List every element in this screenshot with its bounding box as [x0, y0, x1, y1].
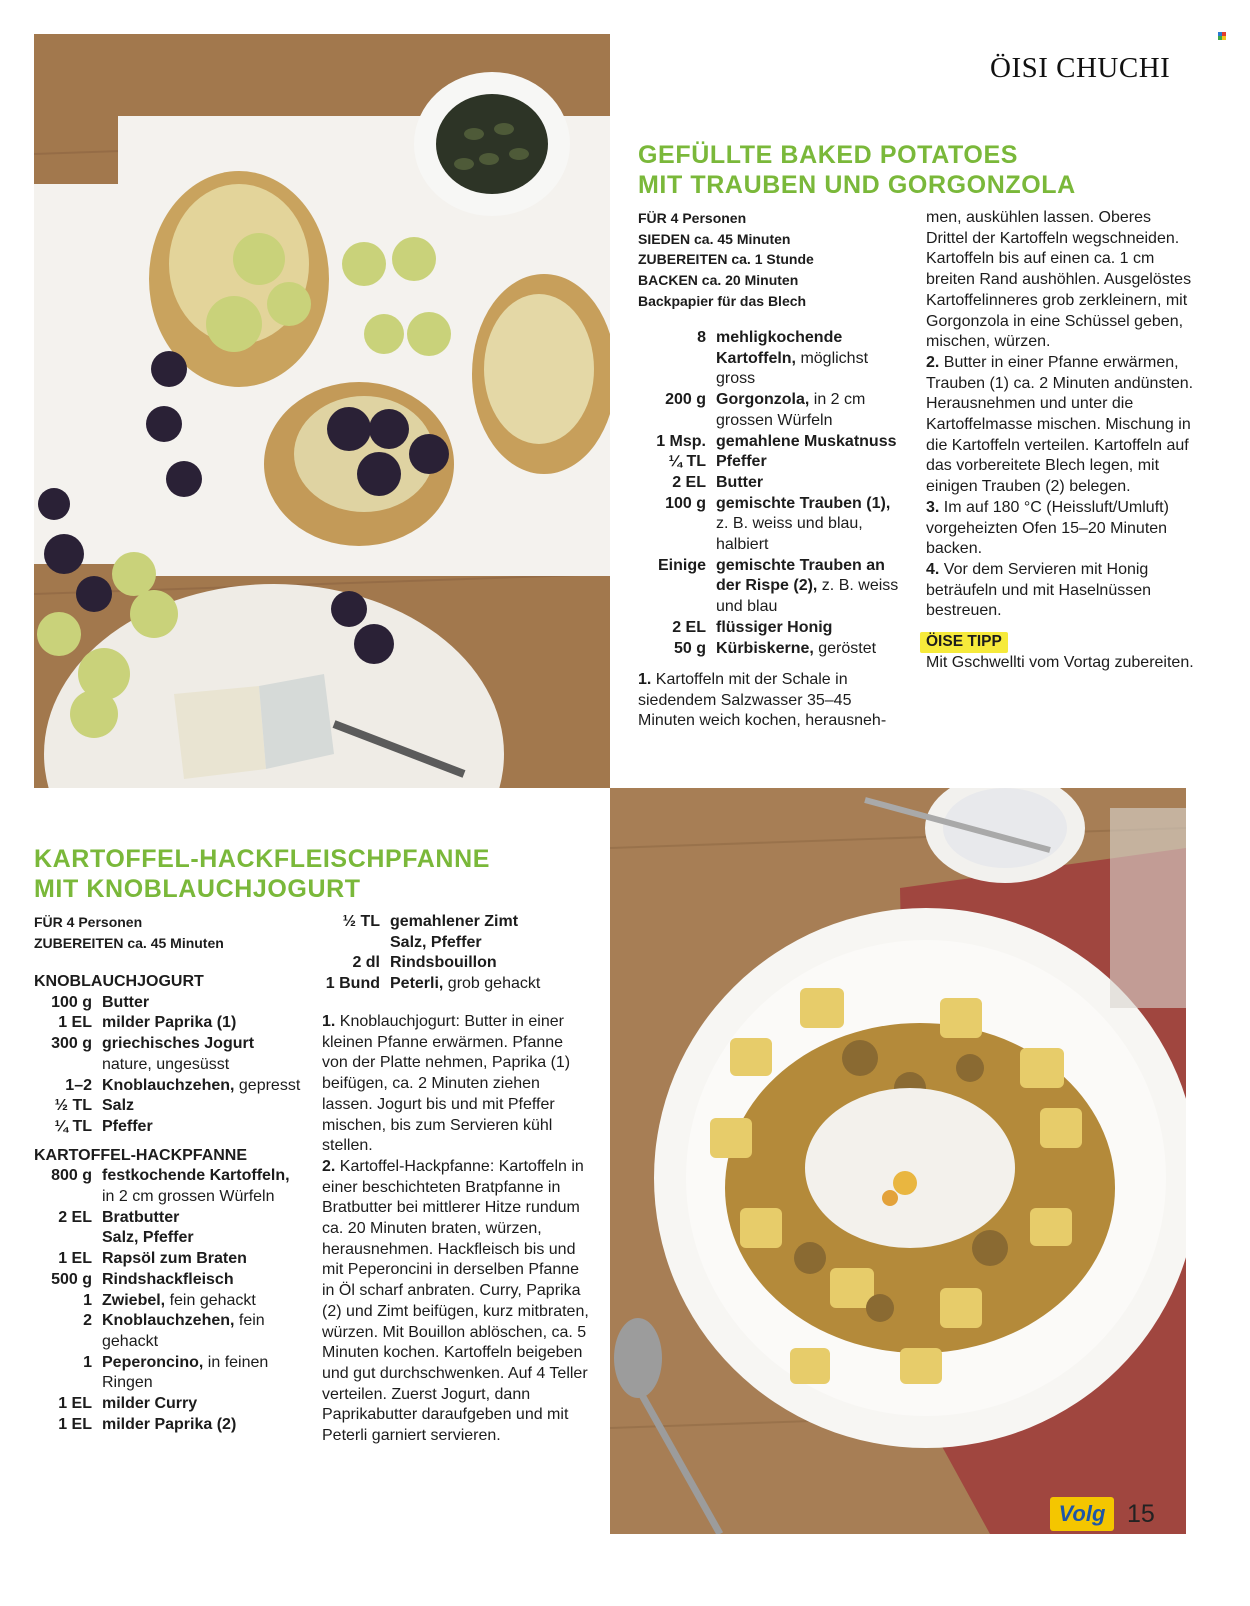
recipe2-title	[34, 844, 594, 904]
ingredient-text	[102, 1208, 304, 1229]
ingredient-name: festkochende Kartoffeln,	[102, 1167, 290, 1185]
ingredient-text: Knoblauchzehen, fein gehackt	[102, 1312, 265, 1350]
ingredient-text: mehligkochende Kartoffeln, möglichst gross	[716, 329, 869, 388]
ingredient-name: Bratbutter	[102, 1208, 180, 1226]
step-text: Kartoffeln mit der Schale in siedendem Salzwasser 35–45 Minuten weich kochen, herausneh-	[638, 671, 887, 730]
recipe1-meta	[638, 208, 908, 312]
ingredient-name: Pfeffer	[102, 1117, 153, 1135]
recipe1-ingredients	[638, 328, 906, 659]
recipe2-title-line1: KARTOFFEL-HACKFLEISCHPFANNE	[34, 845, 491, 873]
recipe1-steps-col1	[638, 670, 898, 732]
ingredient-row	[34, 1228, 304, 1249]
ingredient-name: Salz	[102, 1097, 135, 1115]
ingredient-quantity: 1 EL	[58, 1014, 92, 1032]
ingredient-text: gemischte Trauben an der Rispe (2), z. B. weiss und blau	[716, 556, 899, 616]
ingredient-quantity	[34, 1228, 102, 1249]
ingredient-text	[716, 452, 906, 473]
ingredient-row	[34, 1076, 304, 1097]
ingredient-quantity: 2 EL	[672, 618, 706, 636]
ingredient-text	[102, 1415, 304, 1436]
hackfleischpfanne-illustration	[610, 788, 1186, 1534]
ingredient-quantity: 500 g	[51, 1270, 92, 1288]
meta-line: ZUBEREITEN ca. 45 Minuten	[34, 934, 224, 951]
ingredient-name: Rindsbouillon	[390, 954, 497, 972]
ingredient-name: gemischte Trauben an der Rispe (2),	[716, 556, 885, 595]
recipe2-meta	[34, 912, 304, 953]
meta-line: FÜR 4 Personen	[34, 914, 143, 930]
ingredient-row	[34, 993, 304, 1014]
ingredient-name: milder Curry	[102, 1395, 198, 1413]
ingredient-quantity: 1–2	[65, 1076, 92, 1094]
ingredient-quantity: 2 EL	[58, 1208, 92, 1226]
ingredient-quantity: 8	[697, 329, 706, 346]
step-text: Im auf 180 °C (Heissluft/Umluft) vorgeheizten Ofen 15–20 Minuten backen.	[926, 498, 1169, 558]
ingredient-quantity	[322, 933, 390, 954]
ingredient-name: flüssiger Honig	[716, 618, 833, 636]
meta-line: FÜR 4 Personen	[638, 210, 747, 226]
ingredient-quantity: 1 Msp.	[656, 432, 706, 450]
ingredient-row	[322, 974, 592, 995]
ingredient-row	[322, 953, 592, 974]
recipe1-title-line2: MIT TRAUBEN UND GORGONZOLA	[638, 171, 1076, 199]
ingredient-text	[390, 912, 592, 933]
ingredient-name: Butter	[716, 473, 764, 491]
ingredient-text	[390, 933, 592, 954]
ingredient-name: Gorgonzola,	[716, 391, 810, 409]
step-number: 1.	[322, 1013, 336, 1030]
ingredient-text: Peperoncino, in feinen Ringen	[102, 1353, 269, 1392]
recipe1-step-3	[926, 498, 1194, 560]
ingredient-quantity: ¼ TL	[54, 1117, 92, 1135]
ingredient-text: festkochende Kartoffeln, in 2 cm grossen Würfeln	[102, 1167, 290, 1206]
page-number: 15	[1127, 1500, 1155, 1528]
ingredient-quantity: 100 g	[665, 494, 706, 512]
volg-logo: Volg	[1050, 1497, 1114, 1531]
ingredient-name: gemahlener Zimt	[390, 913, 519, 930]
ingredient-quantity: 2	[83, 1312, 92, 1330]
recipe1-title	[638, 140, 1198, 200]
tip-heading: ÖISE TIPP	[920, 632, 1008, 653]
corner-color-mark	[1218, 32, 1226, 40]
step-number: 2.	[322, 1157, 336, 1175]
ingredient-name: Rapsöl zum Braten	[102, 1250, 247, 1268]
step-number: 2.	[926, 353, 940, 371]
ingredient-row	[34, 1166, 304, 1207]
recipe2-ingredients-col2	[322, 912, 592, 995]
recipe1-step-4	[926, 560, 1194, 622]
ingredient-section-heading: KNOBLAUCHJOGURT	[34, 973, 204, 990]
recipe1-steps-col2	[926, 208, 1194, 673]
ingredient-quantity: ½ TL	[342, 913, 380, 930]
tip-text: Mit Gschwellti vom Vortag zubereiten.	[926, 653, 1194, 671]
ingredient-text	[102, 993, 304, 1014]
ingredient-row	[34, 1013, 304, 1034]
meta-line: ZUBEREITEN ca. 1 Stunde	[638, 251, 814, 268]
meta-line: SIEDEN ca. 45 Minuten	[638, 230, 791, 247]
ingredient-quantity: ¼ TL	[668, 453, 706, 471]
ingredient-quantity: 2 EL	[672, 473, 706, 491]
ingredient-name: Peperoncino,	[102, 1353, 204, 1371]
step-text: Knoblauchjogurt: Butter in einer kleinen Pfanne erwärmen. Pfanne von der Platte nehmen, Paprika (1) beifügen, ca. 2 Minuten ziehen lassen. Jogurt bis und mit Pfeffer mischen, bis zum Servieren kühl stellen.	[322, 1013, 571, 1155]
ingredient-section-heading: KARTOFFEL-HACKPFANNE	[34, 1146, 248, 1164]
ingredient-row	[34, 1311, 304, 1352]
ingredient-name: Knoblauchzehen,	[102, 1076, 235, 1094]
recipe1-step-1	[638, 670, 898, 732]
ingredient-row	[638, 473, 906, 494]
meta-line: BACKEN ca. 20 Minuten	[638, 272, 799, 289]
ingredient-row	[34, 1394, 304, 1415]
ingredient-row	[638, 494, 906, 556]
ingredient-name: Peterli,	[390, 975, 444, 993]
ingredient-name: Zwiebel,	[102, 1291, 166, 1309]
ingredient-quantity: 200 g	[665, 391, 706, 409]
ingredient-name: Knoblauchzehen,	[102, 1312, 235, 1330]
ingredient-name: Kürbiskerne,	[716, 639, 814, 657]
recipe2-steps	[322, 1012, 592, 1447]
ingredient-quantity: Einige	[657, 556, 706, 574]
ingredient-text	[102, 1096, 304, 1117]
ingredient-name: Salz, Pfeffer	[390, 933, 482, 951]
ingredient-text	[716, 473, 906, 494]
ingredient-quantity: ½ TL	[54, 1097, 92, 1115]
ingredient-row	[34, 1353, 304, 1394]
ingredient-text: Peterli, grob gehackt	[390, 975, 541, 993]
ingredient-row	[638, 639, 906, 660]
recipe2-ingredients-col1	[34, 972, 304, 1435]
ingredient-quantity: 1 EL	[58, 1415, 92, 1433]
ingredient-text	[716, 432, 906, 453]
recipe2-step-1	[322, 1012, 592, 1157]
ingredient-name: Rindshackfleisch	[102, 1270, 234, 1288]
ingredient-row	[34, 1117, 304, 1138]
ingredient-text	[716, 618, 906, 639]
ingredient-row	[34, 1249, 304, 1270]
step-text: Vor dem Servieren mit Honig beträufeln und mit Haselnüssen bestreuen.	[926, 560, 1152, 620]
ingredient-name: gemahlene Muskatnuss	[716, 432, 897, 450]
ingredient-row	[638, 618, 906, 639]
ingredient-text	[102, 1270, 304, 1291]
recipe1-step-2	[926, 353, 1194, 498]
step-number: 1.	[638, 671, 652, 688]
step-number: 4.	[926, 560, 940, 578]
meta-line: Backpapier für das Blech	[638, 292, 807, 309]
ingredient-quantity: 100 g	[51, 993, 92, 1011]
ingredient-text	[102, 1228, 304, 1249]
ingredient-row	[638, 452, 906, 473]
ingredient-name: Salz, Pfeffer	[102, 1229, 194, 1247]
recipe1-step-1-continued: men, auskühlen lassen. Oberes Drittel der Kartoffeln wegschneiden. Kartoffeln bis auf einen ca. 1 cm breiten Rand aushöhlen. Ausgelöstes Kartoffelinneres grob zerkleinern, mit Gorgonzola in eine Schüssel geben, mischen, würzen.	[926, 209, 1192, 351]
ingredient-name: griechisches Jogurt	[102, 1035, 255, 1053]
ingredient-quantity: 1 Bund	[325, 975, 380, 993]
ingredient-text	[102, 1117, 304, 1138]
ingredient-name: Pfeffer	[716, 453, 767, 471]
ingredient-quantity: 2 dl	[352, 954, 380, 972]
ingredient-row	[322, 933, 592, 954]
ingredient-quantity: 50 g	[673, 639, 706, 657]
ingredient-row	[638, 390, 906, 431]
ingredient-row	[34, 1208, 304, 1229]
recipe2-title-line2: MIT KNOBLAUCHJOGURT	[34, 875, 361, 903]
ingredient-quantity: 1 EL	[58, 1250, 92, 1268]
ingredient-name: Butter	[102, 993, 150, 1011]
recipe1-title-line1: GEFÜLLTE BAKED POTATOES	[638, 141, 1019, 169]
ingredient-row	[638, 328, 906, 390]
ingredient-text	[390, 953, 592, 974]
ingredient-text	[102, 1013, 304, 1034]
ingredient-row	[638, 556, 906, 618]
ingredient-name: gemischte Trauben (1),	[716, 494, 891, 512]
magazine-section-title: ÖISI CHUCHI	[990, 52, 1171, 84]
ingredient-text: gemischte Trauben (1), z. B. weiss und blau, halbiert	[716, 494, 891, 554]
step-number: 3.	[926, 498, 940, 516]
ingredient-text: Zwiebel, fein gehackt	[102, 1291, 256, 1309]
ingredient-quantity: 1 EL	[58, 1395, 92, 1413]
ingredient-row	[638, 432, 906, 453]
ingredient-text	[102, 1249, 304, 1270]
ingredient-name: milder Paprika (1)	[102, 1014, 237, 1032]
ingredient-row	[34, 1096, 304, 1117]
ingredient-text: Kürbiskerne, geröstet	[716, 639, 877, 657]
ingredient-quantity: 1	[83, 1291, 92, 1309]
ingredient-row	[322, 912, 592, 933]
ingredient-name: milder Paprika (2)	[102, 1415, 237, 1433]
baked-potatoes-illustration	[34, 34, 610, 788]
photo-hackfleischpfanne	[610, 788, 1186, 1534]
photo-baked-potatoes	[34, 34, 610, 788]
ingredient-row	[34, 1034, 304, 1075]
ingredient-text: Gorgonzola, in 2 cm grossen Würfeln	[716, 391, 866, 429]
ingredient-quantity: 1	[83, 1353, 92, 1371]
recipe2-step-2	[322, 1157, 592, 1447]
ingredient-row	[34, 1415, 304, 1436]
ingredient-quantity: 800 g	[51, 1167, 92, 1185]
step-text: Kartoffel-Hackpfanne: Kartoffeln in einer beschichteten Bratpfanne in Bratbutter bei mittlerer Hitze rundum ca. 20 Minuten braten, würzen, herausnehmen. Hackfleisch bis und mit Peperoncini in derselben Pfanne in Öl scharf anbraten. Curry, Paprika (2) und Zimt beifügen, kurz mitbraten, würzen. Mit Bouillon ablöschen, ca. 5 Minuten kochen. Kartoffeln beigeben und gut durchschwenken. Auf 4 Teller verteilen. Zuerst Jogurt, dann Paprikabutter daraufgeben und mit Peterli garniert servieren.	[322, 1157, 589, 1445]
step-text: Butter in einer Pfanne erwärmen, Trauben (1) ca. 2 Minuten andünsten. Herausnehmen und unter die Kartoffelmasse mischen. Mischung in die Kartoffeln verteilen. Kartoffeln auf das vorbereitete Blech legen, mit einigen Trauben (2) belegen.	[926, 353, 1194, 496]
ingredient-name: mehligkochende Kartoffeln,	[716, 329, 843, 367]
ingredient-quantity: 300 g	[51, 1035, 92, 1053]
ingredient-text	[102, 1394, 304, 1415]
ingredient-row	[34, 1291, 304, 1312]
ingredient-row	[34, 1270, 304, 1291]
ingredient-text: griechisches Jogurt nature, ungesüsst	[102, 1035, 255, 1073]
ingredient-text: Knoblauchzehen, gepresst	[102, 1076, 301, 1094]
